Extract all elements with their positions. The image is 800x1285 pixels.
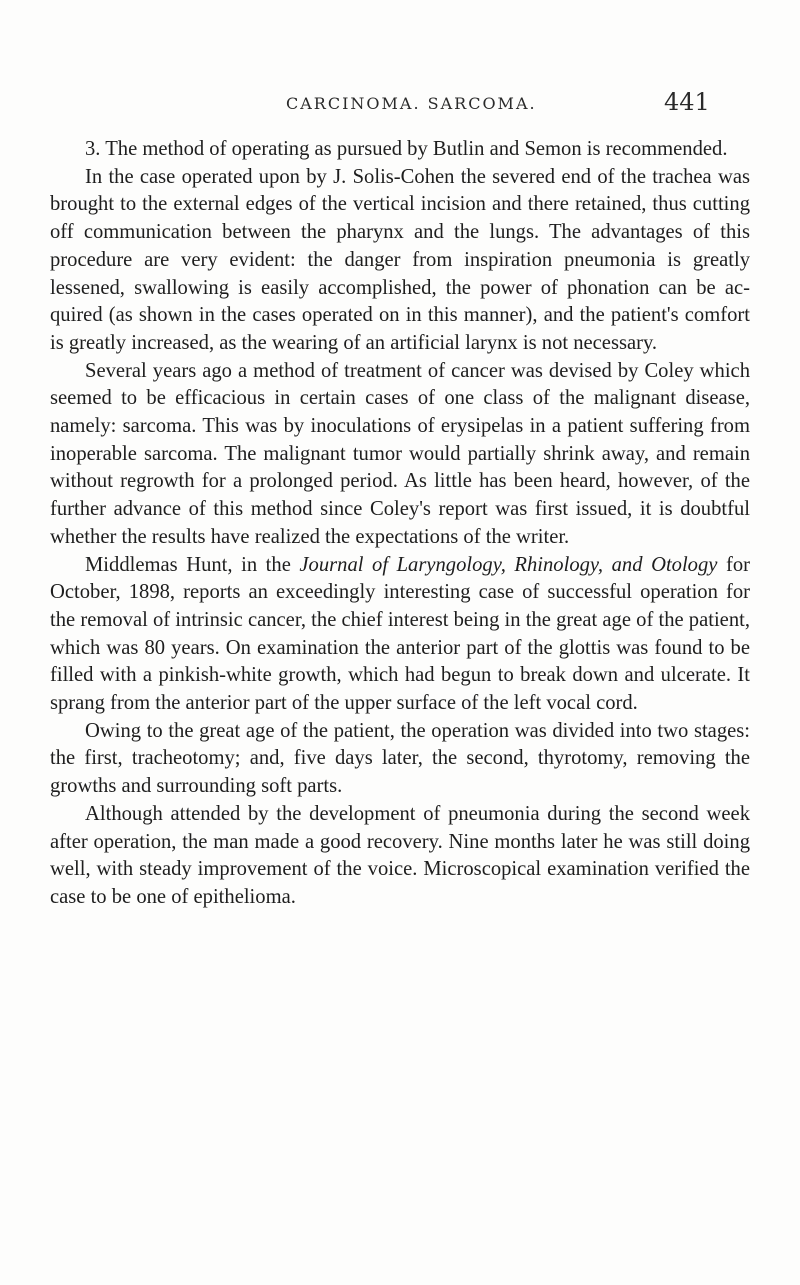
body-text — [50, 136, 750, 912]
paragraph-lead-text: Middlemas Hunt, in the — [85, 553, 300, 576]
journal-title: Journal of Laryngology, Rhinology, and Otology — [299, 553, 718, 576]
paragraph-rest-text: for October, 1898, reports an exceedingly interesting case of successful operation for the removal of intrinsic cancer, the chief interest being in the great age of the patient, which was 80 years. On examination the anterior part of the glottis was found to be filled with a pinkish-white growth, which had begun to break down and ulcerate. It sprang from the anterior part of the upper surface of the left vocal cord. — [50, 553, 750, 715]
paragraph-method-recommended: 3. The method of operating as pursued by Butlin and Semon is recommended. — [85, 138, 728, 160]
paragraph-middlemas-hunt-case — [50, 552, 750, 718]
paragraph-operation-stages: Owing to the great age of the patient, the operation was divided into two stages: the first, tracheotomy; and, five days later, the second, thyrotomy, removing the growths and surrounding soft parts. — [50, 719, 750, 798]
page-number: 441 — [664, 88, 710, 116]
running-title: CARCINOMA. SARCOMA. — [286, 94, 537, 113]
running-head — [0, 88, 800, 128]
paragraph-recovery: Although attended by the development of pneumonia during the second week after operation, the man made a good recovery. Nine months later he was still doing well, with steady improvement of the voice. Microscopical examination verified the case to be one of epithelioma. — [50, 802, 750, 908]
paragraph-coley-treatment: Several years ago a method of treatment of cancer was devised by Coley which seemed to be efficacious in certain cases of one class of the malignant disease, namely: sarcoma. This was by inoculations of erysipelas in a patient suffering from inoperable sarcoma. The malignant tumor would partially shrink away, and remain without regrowth for a prolonged period. As little has been heard, however, of the further advance of this method since Coley's report was first issued, it is doubtful whether the results have realized the expectations of the writer. — [50, 359, 750, 548]
paragraph-solis-cohen-case: In the case operated upon by J. Solis-Cohen the severed end of the trachea was brought to the external edges of the vertical incision and there retained, thus cutting off communication between the pharynx and the lungs. The advantages of this procedure are very evident: the danger from inspiration pneumonia is greatly lessened, swallowing is easily accomplished, the power of phonation can be acquired (as shown in the cases operated on in this manner), and the patient's comfort is greatly increased, as the wearing of an artificial larynx is not necessary. — [50, 165, 750, 354]
